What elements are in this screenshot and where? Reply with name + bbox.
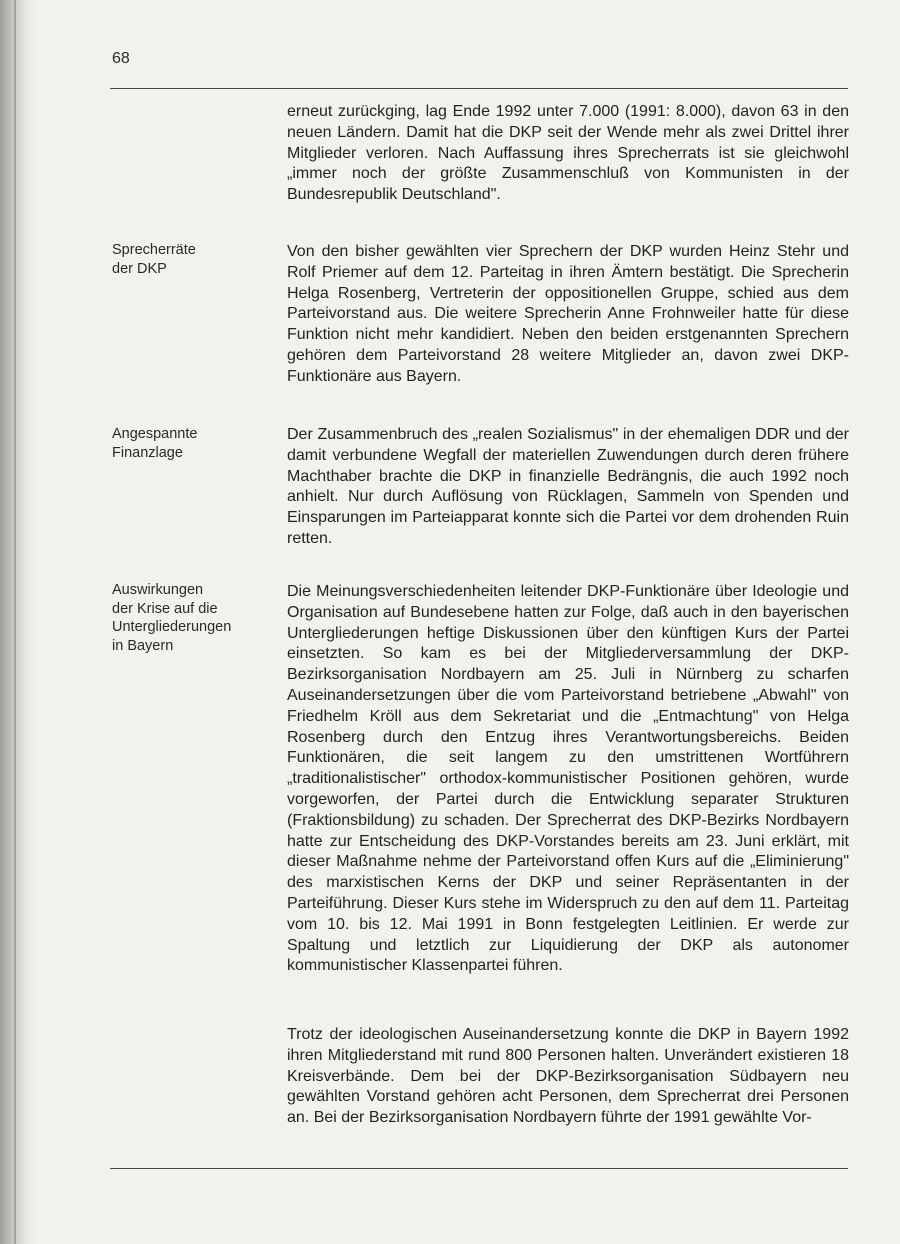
margin-heading-sprecherraete: Sprecherräte der DKP xyxy=(112,242,196,277)
header-rule xyxy=(110,88,848,89)
paragraph-membership: erneut zurückging, lag Ende 1992 unter 7.000 (1991: 8.000), davon 63 in den neuen Ländern. Damit hat die DKP seit der Wende mehr als zwei Drittel ihrer Mitglieder verloren. Nach Auffassung ihres Sprecherrats ist sie gleichwohl „immer noch der größte Zusammenschluß von Kommunisten in der Bundesrepublik Deutschland". xyxy=(287,103,849,204)
margin-heading-finanzlage: Angespannte Finanzlage xyxy=(112,426,198,461)
binding-edge-line xyxy=(14,0,16,1244)
footer-rule xyxy=(110,1168,848,1169)
margin-heading-auswirkungen: Auswirkungen der Krise auf die Untergliederungen in Bayern xyxy=(112,582,232,654)
paragraph-sprecherraete: Von den bisher gewählten vier Sprechern der DKP wurden Heinz Stehr und Rolf Priemer auf dem 12. Parteitag in ihren Ämtern bestätigt. Die Sprecherin Helga Rosenberg, Vertreterin der oppositionellen Gruppe, schied aus dem Parteivorstand aus. Die weitere Sprecherin Anne Frohnweiler hatte für diese Funktion nicht mehr kandidiert. Neben den beiden erstgenannten Sprechern gehören dem Parteivorstand 28 weitere Mitglieder an, davon zwei DKP-Funktionäre aus Bayern. xyxy=(287,243,849,385)
page-number: 68 xyxy=(112,50,130,67)
paragraph-auswirkungen: Die Meinungsverschiedenheiten leitender DKP-Funktionäre über Ideologie und Organisation auf Bundesebene hatten zur Folge, daß auch in den bayerischen Untergliederungen heftige Diskussionen über den künftigen Kurs der Partei einsetzten. So kam es bei der Mitgliederversammlung der DKP-Bezirksorganisation Nordbayern am 25. Juli in Nürnberg zu scharfen Auseinandersetzungen über die vom Parteivorstand betriebene „Abwahl" von Friedhelm Kröll aus dem Sekretariat und die „Entmachtung" von Helga Rosenberg durch den Entzug ihres Verantwortungsbereichs. Beiden Funktionären, die seit langem zu den umstrittenen Wortführern „traditionalistischer" orthodox-kommunistischer Positionen gehören, wurde vorgeworfen, der Partei durch die Entwicklung separater Strukturen (Fraktionsbildung) zu schaden. Der Sprecherrat des DKP-Bezirks Nordbayern hatte zur Entscheidung des DKP-Vorstandes bereits am 23. Juni erklärt, mit dieser Maßnahme nehme der Parteivorstand offen Kurs auf die „Eliminierung" des marxistischen Kerns der DKP und seiner Repräsentanten in der Parteiführung. Dieser Kurs stehe im Widerspruch zu den auf dem 11. Parteitag vom 10. bis 12. Mai 1991 in Bonn festgelegten Leitlinien. Er werde zur Spaltung und letztlich zur Liquidierung der DKP als autonomer kommunistischer Klassenpartei führen. xyxy=(287,583,849,975)
paragraph-finanzlage: Der Zusammenbruch des „realen Sozialismus" in der ehemaligen DDR und der damit verbundene Wegfall der materiellen Zuwendungen durch deren frühere Machthaber brachte die DKP in finanzielle Bedrängnis, die auch 1992 noch anhielt. Nur durch Auflösung von Rücklagen, Sammeln von Spenden und Einsparungen im Parteiapparat konnte sich die Partei vor dem drohenden Ruin retten. xyxy=(287,426,849,547)
paragraph-mitgliederstand: Trotz der ideologischen Auseinandersetzung konnte die DKP in Bayern 1992 ihren Mitgliederstand mit rund 800 Personen halten. Unverändert existieren 18 Kreisverbände. Dem bei der DKP-Bezirksorganisation Südbayern neu gewählten Vorstand gehören acht Personen, dem Sprecherrat drei Personen an. Bei der Bezirksorganisation Nordbayern führte der 1991 gewählte Vor- xyxy=(287,1026,849,1127)
book-binding-shadow xyxy=(0,0,36,1244)
